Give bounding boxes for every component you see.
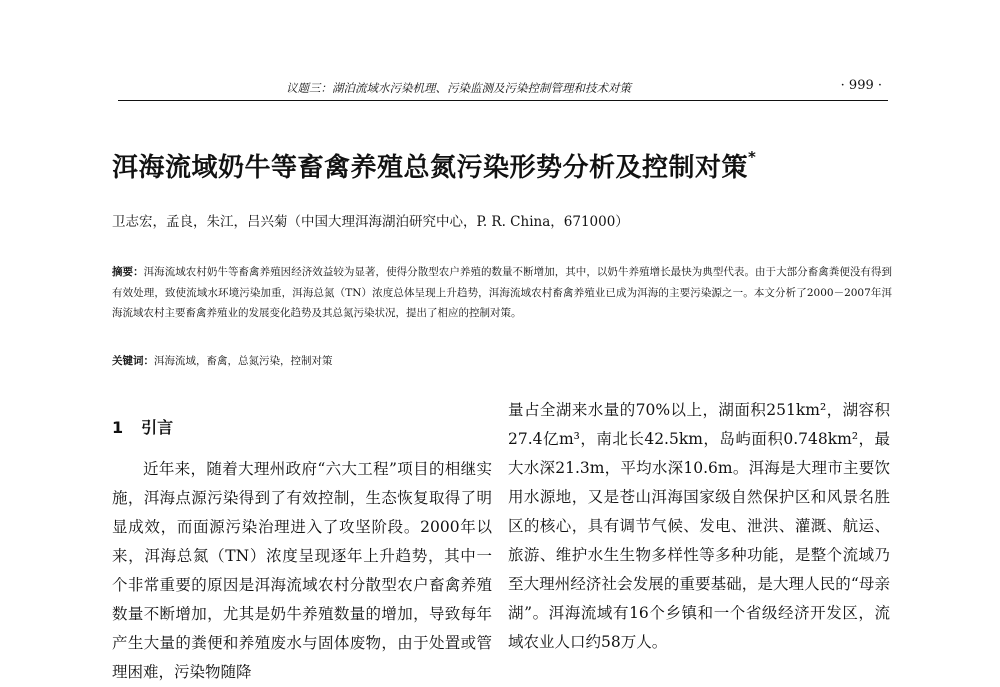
title-footnote-mark: * [748, 148, 757, 167]
running-title: 议题三：湖泊流域水污染机理、污染监测及污染控制管理和技术对策 [286, 81, 631, 95]
section-number: 1 [112, 418, 124, 437]
abstract-label: 摘要： [112, 266, 144, 278]
running-header [118, 78, 888, 98]
abstract-text: 洱海流域农村奶牛等畜禽养殖因经济效益较为显著，使得分散型农户养殖的数量不断增加，其中，以奶牛养殖增长最快为典型代表。由于大部分畜禽粪便没有得到有效处理，致使流域水环境污染加重，洱海总氮（TN）浓度总体呈现上升趋势，洱海流域农村畜禽养殖业已成为洱海的主要污染源之一。本文分析了2000－2007年洱海流域农村主要畜禽养殖业的发展变化趋势及其总氮污染状况，提出了相应的控制对策。 [112, 266, 892, 319]
paper-title [112, 147, 756, 184]
body-column-right: 量占全湖来水量的70%以上，湖面积251km²，湖容积27.4亿m³，南北长42.5km，岛屿面积0.748km²，最大水深21.3m，平均水深10.6m。洱海是大理市主要饮用水源地，又是苍山洱海国家级自然保护区和风景名胜区的核心，具有调节气候、发电、泄洪、灌溉、航运、旅游、维护水生生物多样性等多种功能，是整个流域乃至大理州经济社会发展的重要基础，是大理人民的“母亲湖”。洱海流域有16个乡镇和一个省级经济开发区，流域农业人口约58万人。 [508, 401, 890, 651]
abstract [112, 262, 892, 324]
paper-title-text: 洱海流域奶牛等畜禽养殖总氮污染形势分析及控制对策 [112, 153, 749, 183]
section-title: 引言 [141, 418, 174, 437]
keywords-text: 洱海流域，畜禽，总氮污染，控制对策 [154, 355, 333, 367]
header-rule [118, 100, 888, 101]
author-line: 卫志宏，孟良，朱江，吕兴菊（中国大理洱海湖泊研究中心，P. R. China，671000） [112, 214, 629, 230]
body-column-left: 近年来，随着大理州政府“六大工程”项目的相继实施，洱海点源污染得到了有效控制，生态恢复取得了明显成效，而面源污染治理进入了攻坚阶段。2000年以来，洱海总氮（TN）浓度呈现逐年上升趋势，其中一个非常重要的原因是洱海流域农村分散型农户畜禽养殖数量不断增加，尤其是奶牛养殖数量的增加，导致每年产生大量的粪便和养殖废水与固体废物，由于处置或管理困难，污染物随降 [112, 460, 492, 681]
keywords-label: 关键词： [112, 355, 154, 367]
keywords [112, 353, 333, 368]
page-number: · 999 · [840, 78, 882, 93]
section-heading [112, 415, 173, 438]
